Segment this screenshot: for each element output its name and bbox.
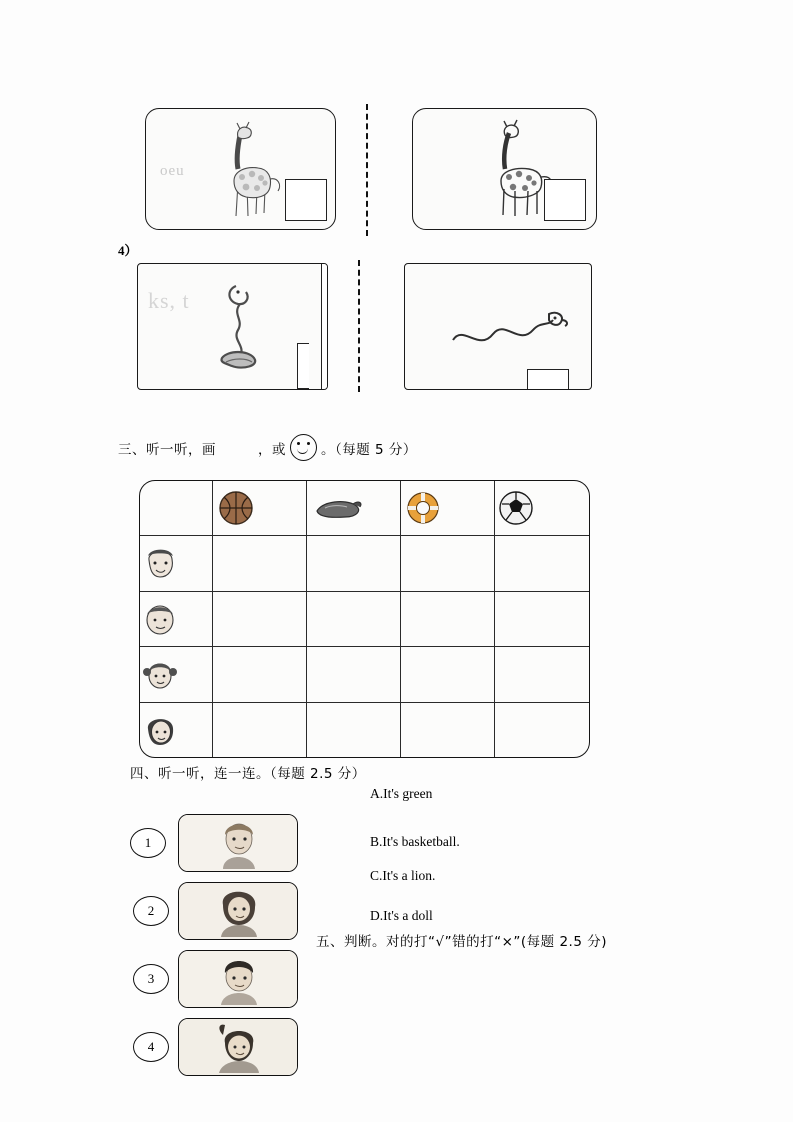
match-photo-3	[178, 950, 298, 1008]
section-3-heading	[118, 434, 417, 461]
grid-cell[interactable]	[307, 536, 401, 592]
grid-cell[interactable]	[401, 591, 495, 647]
grid-cell[interactable]	[307, 702, 401, 757]
snake-drawing	[445, 300, 575, 366]
option-a: A.It's green	[370, 786, 433, 801]
option-b: B.It's basketball.	[370, 834, 460, 849]
grid-face-girl-long-hair	[140, 702, 213, 757]
grid-cell[interactable]	[495, 591, 589, 647]
eggplant-icon	[307, 491, 367, 525]
grid-cell[interactable]	[213, 591, 307, 647]
grid-cell[interactable]	[213, 536, 307, 592]
match-number-3[interactable]: 3	[133, 964, 169, 994]
grid-cell[interactable]	[495, 536, 589, 592]
grid-row	[140, 702, 589, 757]
answer-box-4-left[interactable]	[297, 343, 309, 389]
face-icon-3	[140, 655, 180, 693]
girl-portrait-1	[179, 815, 297, 871]
grid-header-row	[140, 481, 589, 536]
basketball-icon	[213, 488, 259, 528]
section-divider-2	[366, 104, 368, 236]
football-icon	[495, 488, 537, 528]
grid-corner-cell	[140, 481, 213, 536]
grid-row	[140, 536, 589, 592]
item-number-4: 4）	[118, 243, 138, 258]
option-c: C.It's a lion.	[370, 868, 436, 883]
grid-cell[interactable]	[213, 647, 307, 703]
grid-cell[interactable]	[307, 647, 401, 703]
section-3-heading-pre: 三、听一听，画	[118, 441, 216, 458]
grid-face-boy-curly-hair	[140, 536, 213, 592]
grid-cell[interactable]	[495, 702, 589, 757]
boy-portrait-3	[179, 951, 297, 1007]
grid-table	[140, 481, 589, 757]
face-icon-4	[140, 711, 180, 749]
section-3-heading-mid: ，或	[258, 441, 286, 458]
match-number-2[interactable]: 2	[133, 896, 169, 926]
match-photo-4	[178, 1018, 298, 1076]
match-photo-2	[178, 882, 298, 940]
grid-face-child-pigtails	[140, 647, 213, 703]
grid-cell[interactable]	[401, 536, 495, 592]
section-3-heading-post: 。（每题 5 分）	[321, 441, 417, 458]
grid-header-basketball	[213, 481, 307, 536]
grid-cell[interactable]	[495, 647, 589, 703]
section-5-heading: 五、判断。对的打“√”错的打“×”(每题 2.5 分)	[316, 934, 607, 950]
match-photo-1	[178, 814, 298, 872]
answer-box-2-left[interactable]	[285, 179, 327, 221]
section-divider-4	[358, 260, 360, 392]
grid-row	[140, 591, 589, 647]
lifebuoy-icon	[401, 489, 445, 527]
grid-cell[interactable]	[213, 702, 307, 757]
grid-header-football	[495, 481, 589, 536]
listening-grid	[139, 480, 590, 758]
grid-header-eggplant	[307, 481, 401, 536]
girl-portrait-2	[179, 883, 297, 939]
snake-drawing-card-right	[404, 263, 592, 390]
giraffe-photo-card-left	[145, 108, 336, 230]
snake-photo	[182, 272, 302, 384]
match-number-1[interactable]: 1	[130, 828, 166, 858]
grid-header-lifebuoy	[401, 481, 495, 536]
face-icon-1	[140, 544, 180, 582]
match-number-4[interactable]: 4	[133, 1032, 169, 1062]
edge-line-4-left	[321, 264, 328, 390]
grid-face-boy-round-face	[140, 591, 213, 647]
girl-portrait-4	[179, 1019, 297, 1075]
snake-photo-card-left	[137, 263, 328, 390]
answer-box-2-right[interactable]	[544, 179, 586, 221]
ghost-text-snake-left: ks, t	[148, 288, 190, 313]
grid-cell[interactable]	[401, 647, 495, 703]
answer-box-4-right[interactable]	[527, 369, 569, 389]
option-d: D.It's a doll	[370, 908, 433, 923]
grid-cell[interactable]	[401, 702, 495, 757]
smiley-face-icon	[290, 434, 317, 461]
giraffe-drawing-card-right	[412, 108, 597, 230]
grid-cell[interactable]	[307, 591, 401, 647]
grid-row	[140, 647, 589, 703]
face-icon-2	[140, 600, 180, 638]
section-4-heading: 四、听一听，连一连。（每题 2.5 分）	[130, 766, 366, 782]
ghost-text-left: oeu	[160, 163, 185, 179]
